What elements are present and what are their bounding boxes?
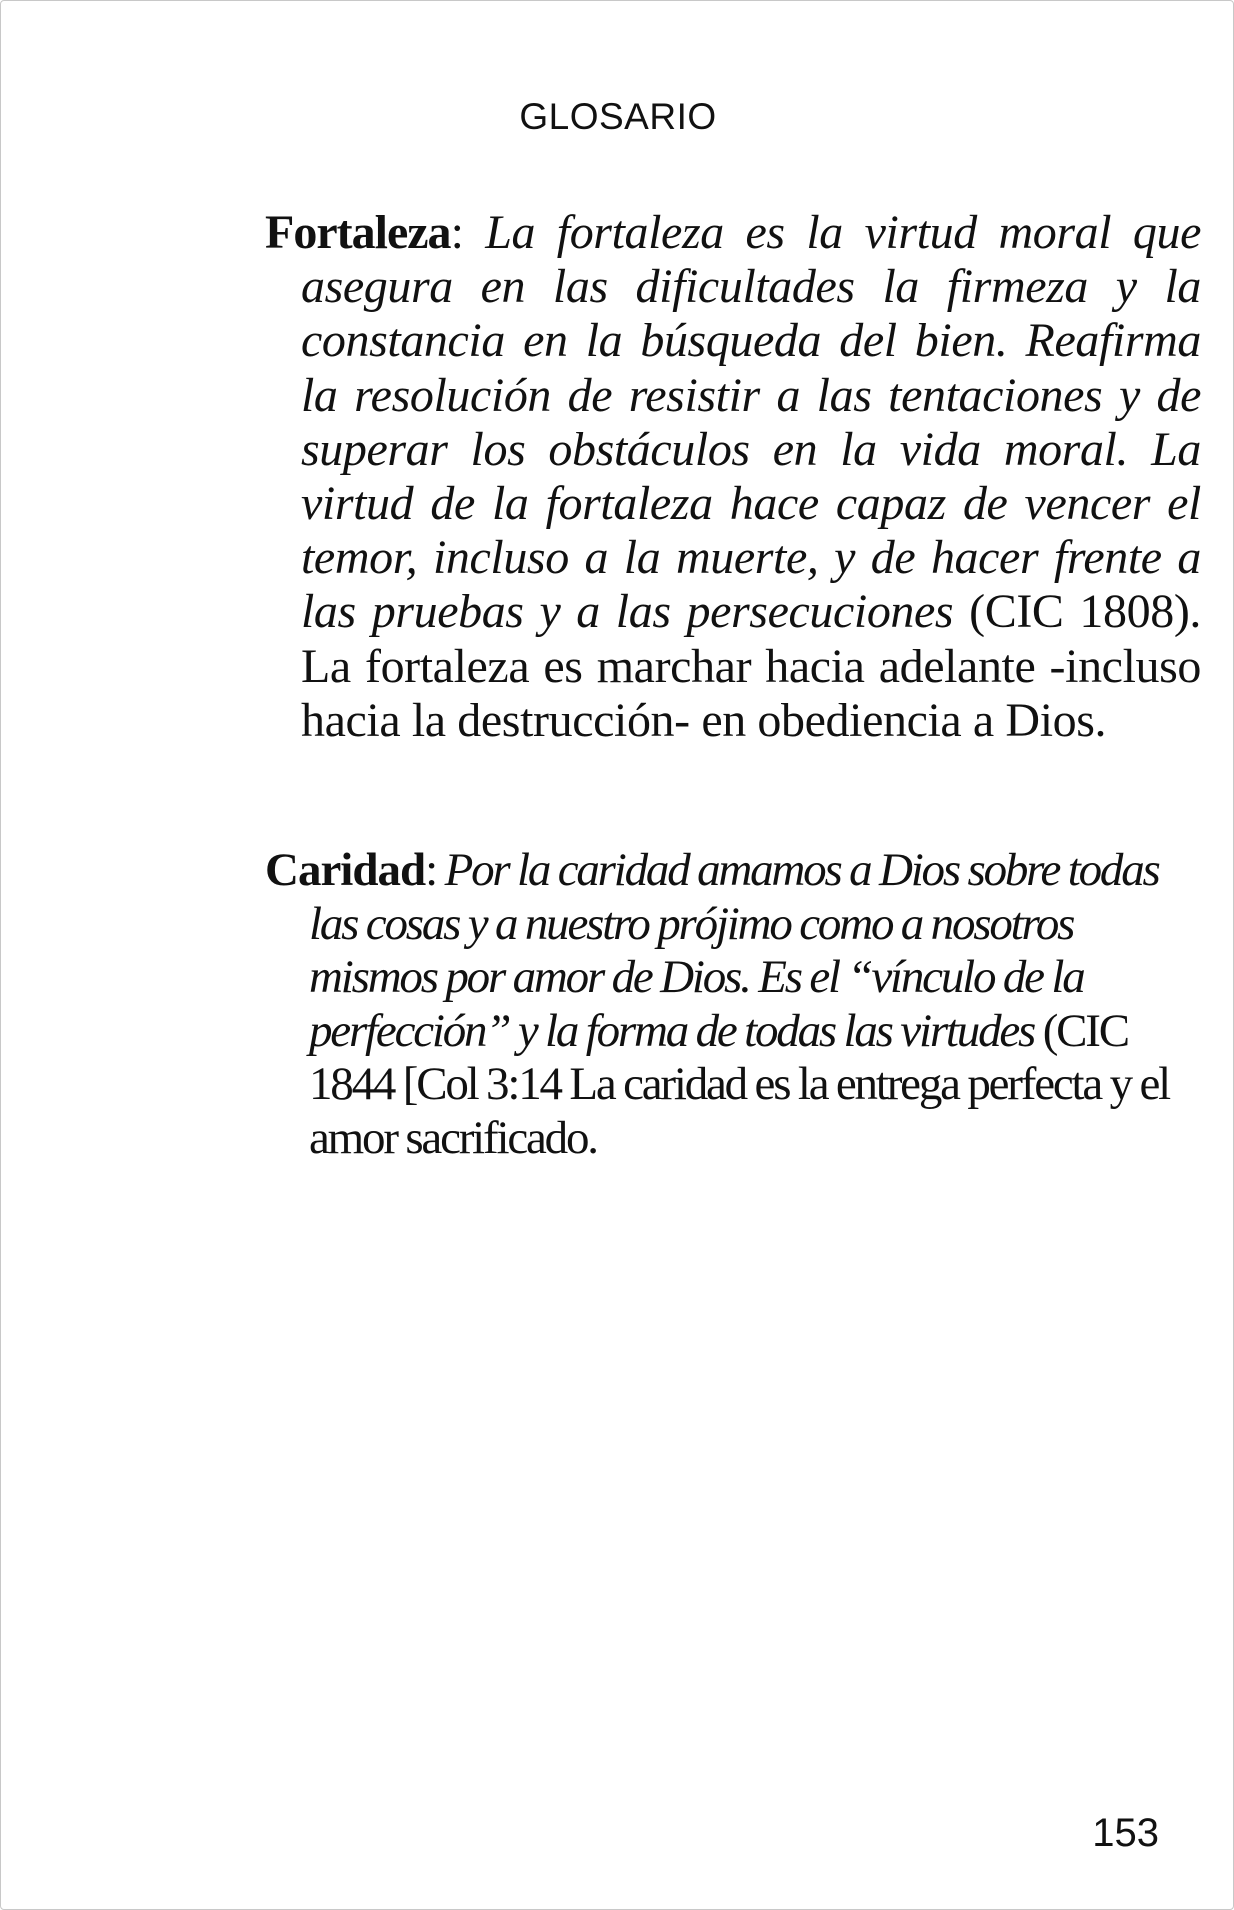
term-separator: : (425, 844, 445, 896)
definition-quote: La fortaleza es la virtud moral que asegura en las dificultades la firmeza y la constancia en la búsqueda del bien. Reafirma la resolución de resistir a las tentaciones y de superar los obstáculos en la vida moral. La virtud de la fortaleza hace capaz de vencer el temor, incluso a la muerte, y de hacer frente a las pruebas y a las persecuciones (301, 206, 1201, 639)
glossary-entry-fortaleza (265, 206, 1201, 748)
term-separator: : (450, 206, 486, 259)
glossary-term: Fortaleza (265, 206, 451, 259)
page-number: 153 (1092, 1811, 1159, 1855)
running-header: GLOSARIO (519, 96, 717, 137)
glossary-entry-caridad (265, 844, 1209, 1165)
definition-quote: Por la caridad amamos a Dios sobre todas las cosas y a nuestro prójimo como a nosotros mismos por amor de Dios. Es el “vínculo de la perfección” y la forma de todas las virtudes (309, 844, 1159, 1057)
definition-commentary: (CIC 1844 [Col 3:14 La caridad es la entrega perfecta y el amor sacrificado. (309, 1004, 1169, 1164)
definition-commentary: (CIC 1808). La fortaleza es marchar hacia adelante -incluso hacia la destrucción- en obediencia a Dios. (301, 585, 1202, 747)
glossary-term: Caridad (265, 844, 426, 896)
